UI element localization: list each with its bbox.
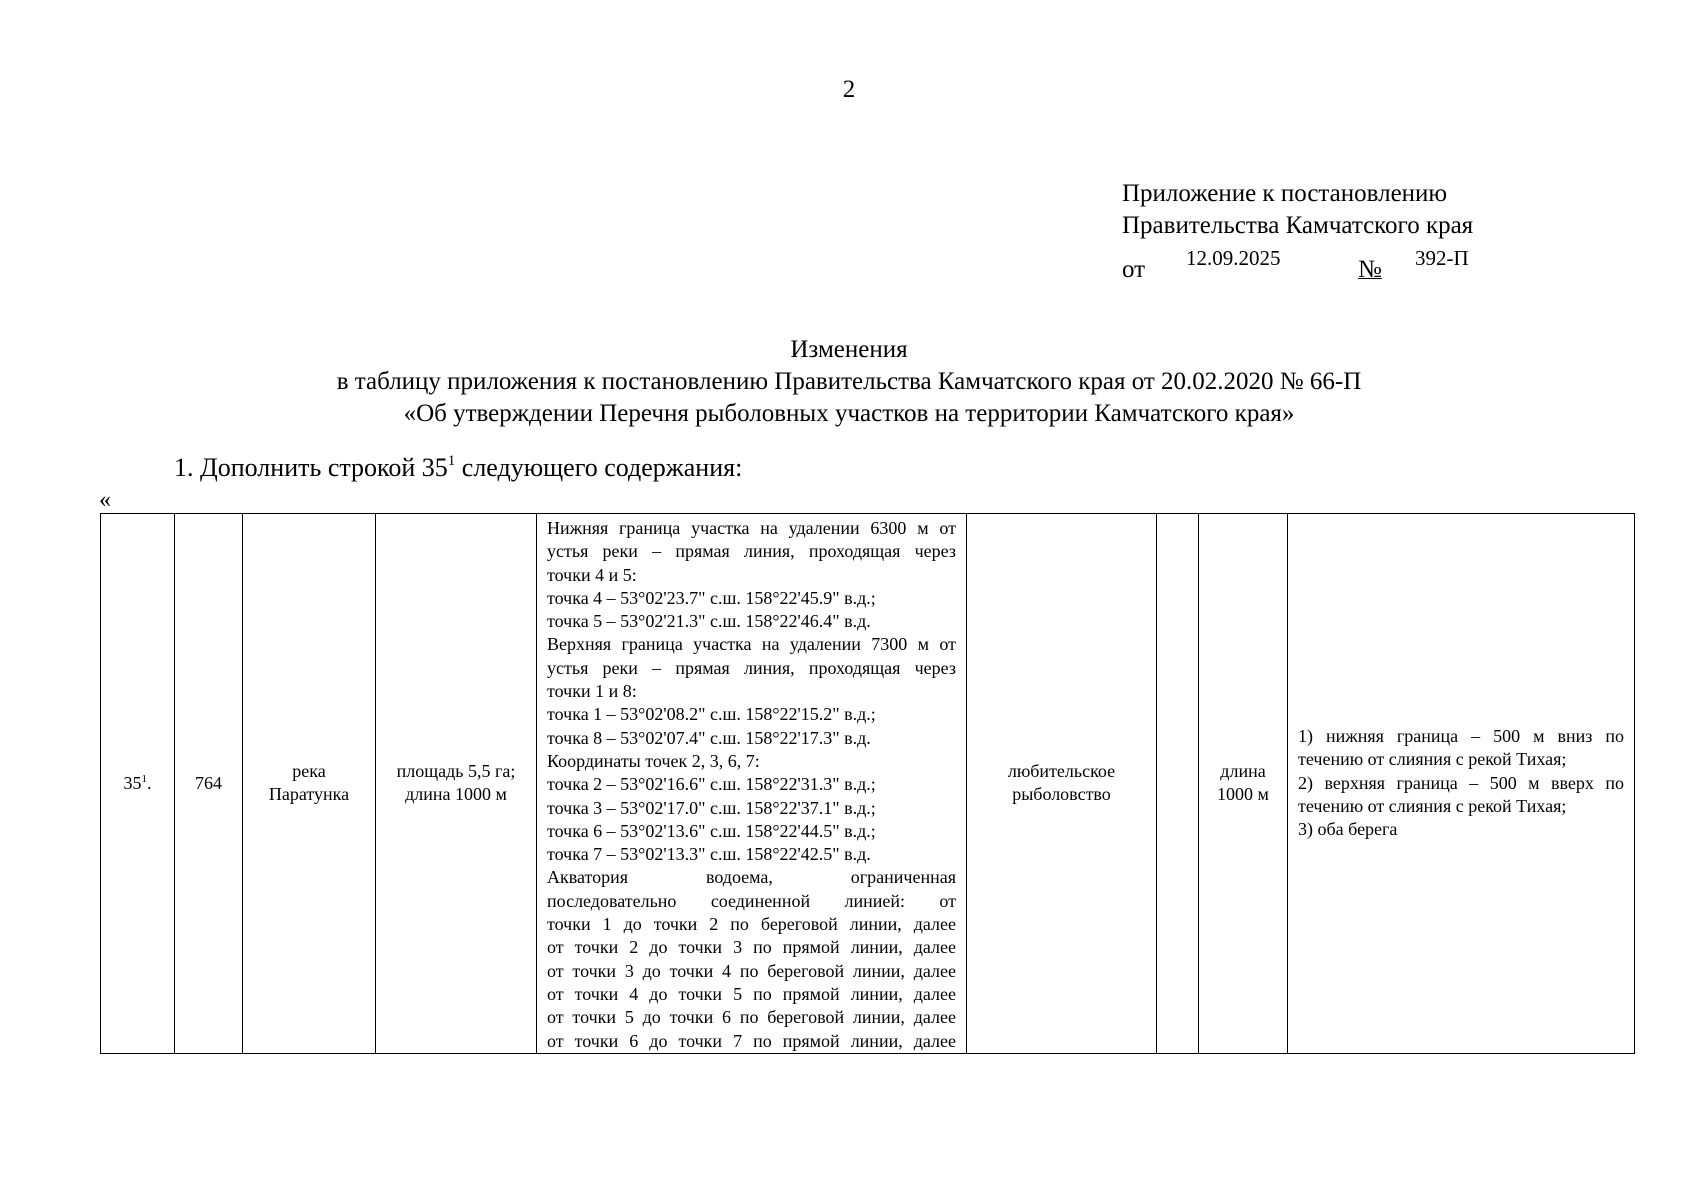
row-number-suffix: .: [147, 772, 152, 793]
description-line: точки 1 до точки 2 по береговой линии, далее: [547, 914, 956, 935]
notes-line: 1) нижняя граница – 500 м вниз по: [1298, 726, 1624, 747]
description-line: точки 1 и 8:: [547, 681, 637, 702]
purpose-line: рыболовство: [1012, 784, 1111, 805]
description-line: Координаты точек 2, 3, 6, 7:: [547, 750, 760, 771]
description-line: от точки 6 до точки 7 по прямой линии, далее: [547, 1030, 956, 1051]
description-line: Нижняя граница участка на удалении 6300 м от: [547, 518, 956, 538]
row-number: 35: [123, 772, 142, 793]
document-heading: [0, 334, 1698, 430]
appendix-line-1: Приложение к постановлению: [1122, 180, 1448, 207]
instruction-suffix: следующего содержания:: [455, 453, 743, 482]
area-code-cell: [175, 514, 243, 1054]
description-line: точка 4 – 53°02'23.7" с.ш. 158°22'45.9" в.д.;: [547, 587, 876, 608]
size-line: длина 1000 м: [405, 784, 507, 805]
area-code: 764: [195, 772, 222, 793]
amendment-table: [100, 513, 1635, 1054]
empty-cell: [1157, 514, 1199, 1054]
page-number: 2: [842, 76, 856, 103]
appendix-line-2: Правительства Камчатского края: [1122, 212, 1474, 239]
length-line: 1000 м: [1217, 784, 1269, 805]
description-line: устья реки – прямая линия, проходящая через: [547, 657, 956, 678]
description-line: от точки 3 до точки 4 по береговой линии, далее: [547, 960, 956, 981]
water-body-cell: [243, 514, 376, 1054]
appendix-date-row: [1122, 242, 1473, 283]
description-line: точка 3 – 53°02'17.0" с.ш. 158°22'37.1" в.д.;: [547, 797, 876, 818]
table-row: [101, 514, 1635, 1054]
length-line: длина: [1220, 761, 1266, 782]
notes-line: течению от слияния с рекой Тихая;: [1298, 796, 1567, 817]
row-number-cell: [101, 514, 175, 1054]
description-line: от точки 2 до точки 3 по прямой линии, далее: [547, 937, 956, 958]
water-body-line: Паратунка: [268, 784, 350, 805]
water-body-line: река: [292, 761, 326, 782]
opening-quote: «: [99, 487, 111, 513]
appendix-header: [1122, 178, 1474, 283]
description-line: Верхняя граница участка на удалении 7300 м от: [547, 634, 956, 655]
description-line: точка 7 – 53°02'13.3" с.ш. 158°22'42.5" в.д.: [547, 844, 871, 865]
instruction-prefix: 1. Дополнить строкой 35: [174, 453, 448, 482]
purpose-cell: [967, 514, 1157, 1054]
purpose-line: любительское: [1007, 761, 1116, 782]
instruction-superscript: 1: [447, 453, 456, 469]
description-line: точка 8 – 53°02'07.4" с.ш. 158°22'17.3" в.д.: [547, 727, 871, 748]
description-line: точка 1 – 53°02'08.2" с.ш. 158°22'15.2" в.д.;: [547, 704, 876, 725]
description-line: Акватория водоема, ограниченная: [547, 867, 956, 888]
description-line: точка 6 – 53°02'13.6" с.ш. 158°22'44.5" в.д.;: [547, 820, 876, 841]
description-line: точки 4 и 5:: [547, 564, 637, 585]
description-line: точка 2 – 53°02'16.6" с.ш. 158°22'31.3" в.д.;: [547, 774, 876, 795]
boundary-description-cell: [537, 514, 967, 1054]
size-line: площадь 5,5 га;: [396, 761, 516, 782]
notes-line: 3) оба берега: [1298, 819, 1398, 840]
notes-cell: [1288, 514, 1635, 1054]
appendix-date: 12.09.2025: [1186, 246, 1281, 270]
notes-line: 2) верхняя граница – 500 м вверх по: [1298, 772, 1624, 793]
description-line: от точки 4 до точки 5 по прямой линии, далее: [547, 983, 956, 1004]
description-line: точка 5 – 53°02'21.3" с.ш. 158°22'46.4" в.д.: [547, 611, 871, 632]
length-cell: [1199, 514, 1288, 1054]
description-line: от точки 5 до точки 6 по береговой линии, далее: [547, 1007, 956, 1028]
description-line: последовательно соединенной линией: от: [547, 890, 956, 911]
appendix-from-label: от: [1122, 256, 1146, 283]
size-cell: [376, 514, 537, 1054]
description-line: устья реки – прямая линия, проходящая через: [547, 541, 956, 562]
row-number-superscript: 1: [141, 772, 147, 785]
heading-title: Изменения: [790, 336, 908, 363]
instruction-paragraph: [174, 452, 742, 484]
heading-line-2: в таблицу приложения к постановлению Правительства Камчатского края от 20.02.2020 № 66-П: [336, 368, 1362, 395]
notes-line: течению от слияния с рекой Тихая;: [1298, 749, 1567, 770]
appendix-number-sign: №: [1358, 256, 1382, 283]
heading-line-3: «Об утверждении Перечня рыболовных участков на территории Камчатского края»: [403, 400, 1295, 427]
appendix-number: 392-П: [1415, 246, 1469, 270]
